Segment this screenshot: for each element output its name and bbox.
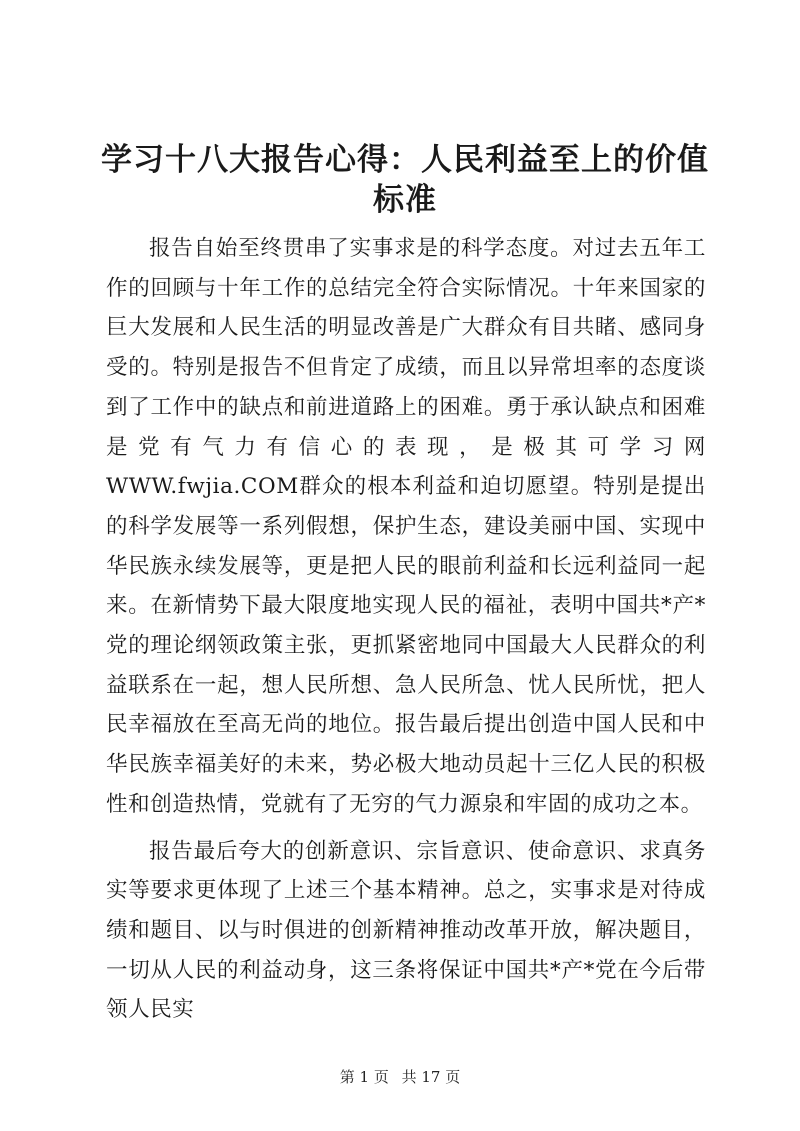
page-total: 共 17 页 xyxy=(401,1068,461,1086)
document-body xyxy=(106,229,706,1030)
document-title: 学习十八大报告心得：人民利益至上的价值标准 xyxy=(101,142,709,218)
paragraph-2: 报告最后夸大的创新意识、宗旨意识、使命意识、求真务实等要求更体现了上述三个基本精神。总之，实事求是对待成绩和题目、以与时俱进的创新精神推动改革开放，解决题目，一切从人民的利益动身，这三条将保证中国共*产*党在今后带领人民实 xyxy=(106,838,706,1023)
page-footer xyxy=(0,1066,800,1087)
paragraph-1: 报告自始至终贯串了实事求是的科学态度。对过去五年工作的回顾与十年工作的总结完全符合实际情况。十年来国家的巨大发展和人民生活的明显改善是广大群众有目共睹、感同身受的。特别是报告不但肯定了成绩，而且以异常坦率的态度谈到了工作中的缺点和前进道路上的困难。勇于承认缺点和困难是党有气力有信心的表现，是极其可学习网WWW.fwjia.COM群众的根本利益和迫切愿望。特别是提出的科学发展等一系列假想，保护生态，建设美丽中国、实现中华民族永续发展等，更是把人民的眼前利益和长远利益同一起来。在新情势下最大限度地实现人民的福祉，表明中国共*产*党的理论纲领政策主张，更抓紧密地同中国最大人民群众的利益联系在一起，想人民所想、急人民所急、忧人民所忧，把人民幸福放在至高无尚的地位。报告最后提出创造中国人民和中华民族幸福美好的未来，势必极大地动员起十三亿人民的积极性和创造热情，党就有了无穷的气力源泉和牢固的成功之本。 xyxy=(106,236,706,817)
page-number: 第 1 页 xyxy=(339,1068,389,1086)
